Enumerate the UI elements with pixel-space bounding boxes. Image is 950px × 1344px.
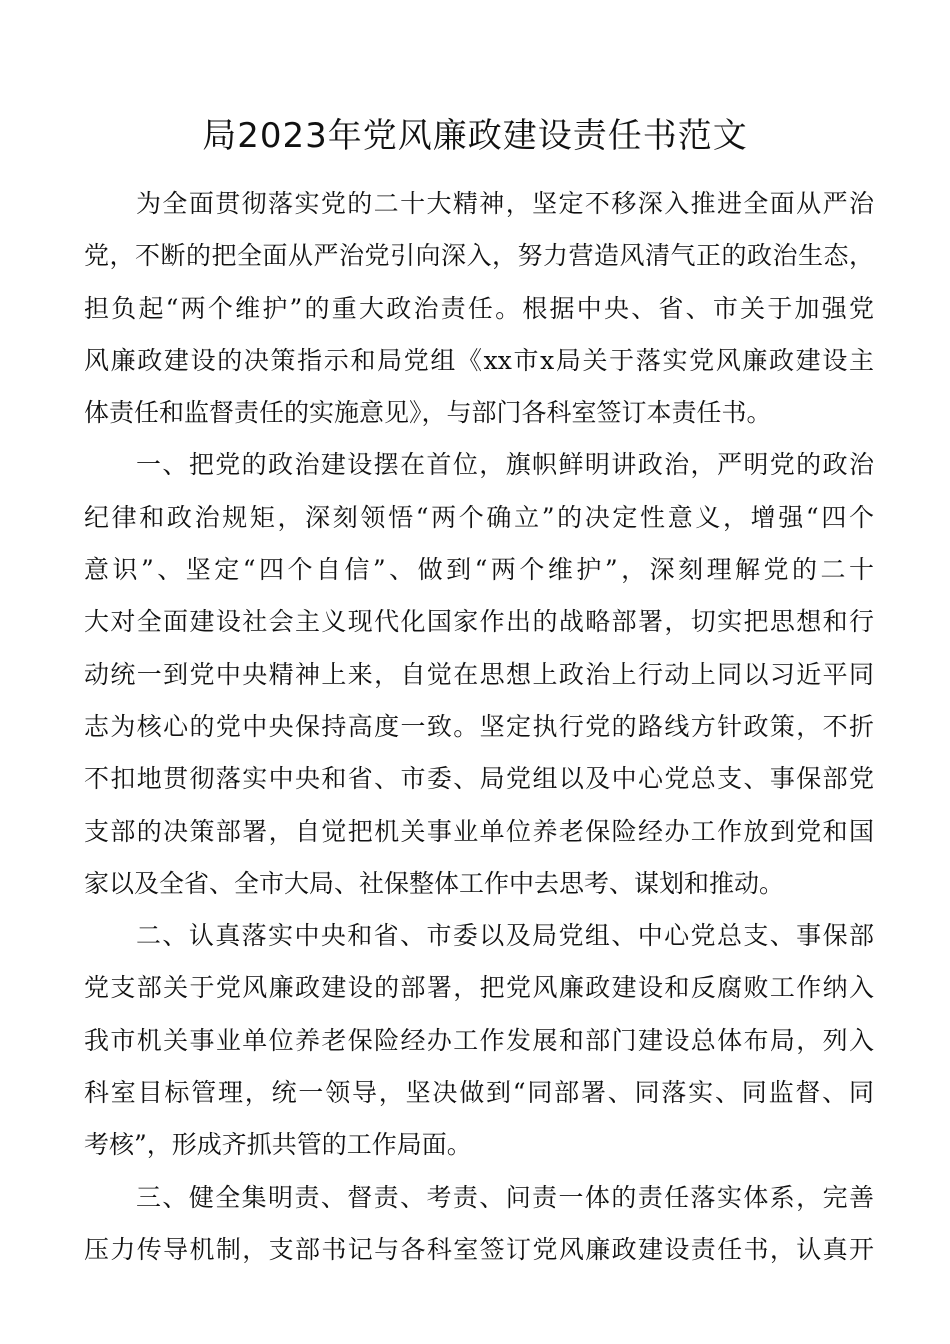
text-line: 纪律和政治规矩，深刻领悟“两个确立”的决定性意义，增强“四个 <box>84 502 874 532</box>
document-body <box>84 178 874 1276</box>
text-line: 我市机关事业单位养老保险经办工作发展和部门建设总体布局，列入 <box>84 1025 874 1055</box>
document-title: 局2023年党风廉政建设责任书范文 <box>202 116 748 156</box>
text-line: 考核”，形成齐抓共管的工作局面。 <box>84 1130 472 1160</box>
text-line: 科室目标管理，统一领导，坚决做到“同部署、同落实、同监督、同 <box>84 1078 874 1108</box>
text-line: 三、健全集明责、督责、考责、问责一体的责任落实体系，完善 <box>136 1182 874 1212</box>
paragraph-preamble <box>84 178 874 439</box>
text-line: 支部的决策部署，自觉把机关事业单位养老保险经办工作放到党和国 <box>84 816 874 846</box>
text-line: 担负起“两个维护”的重大政治责任。根据中央、省、市关于加强党 <box>84 293 874 323</box>
text-line: 大对全面建设社会主义现代化国家作出的战略部署，切实把思想和行 <box>84 607 874 637</box>
text-line: 不扣地贯彻落实中央和省、市委、局党组以及中心党总支、事保部党 <box>84 764 874 794</box>
paragraph-section-2 <box>84 910 874 1171</box>
paragraph-section-1 <box>84 439 874 910</box>
text-line: 党，不断的把全面从严治党引向深入，努力营造风清气正的政治生态， <box>84 241 874 271</box>
text-line: 风廉政建设的决策指示和局党组《xx市x局关于落实党风廉政建设主 <box>84 345 874 375</box>
text-line: 压力传导机制，支部书记与各科室签订党风廉政建设责任书，认真开 <box>84 1234 874 1264</box>
text-line: 动统一到党中央精神上来，自觉在思想上政治上行动上同以习近平同 <box>84 659 874 689</box>
paragraph-section-3 <box>84 1172 874 1277</box>
text-line: 二、认真落实中央和省、市委以及局党组、中心党总支、事保部 <box>136 921 874 951</box>
text-line: 一、把党的政治建设摆在首位，旗帜鲜明讲政治，严明党的政治 <box>136 450 874 480</box>
text-line: 党支部关于党风廉政建设的部署，把党风廉政建设和反腐败工作纳入 <box>84 973 874 1003</box>
text-line: 志为核心的党中央保持高度一致。坚定执行党的路线方针政策，不折 <box>84 711 874 741</box>
text-line: 家以及全省、全市大局、社保整体工作中去思考、谋划和推动。 <box>84 868 785 898</box>
text-line: 意识”、坚定“四个自信”、做到“两个维护”，深刻理解党的二十 <box>84 555 874 585</box>
text-line: 为全面贯彻落实党的二十大精神，坚定不移深入推进全面从严治 <box>136 189 874 218</box>
text-line: 体责任和监督责任的实施意见》，与部门各科室签订本责任书。 <box>84 398 772 428</box>
